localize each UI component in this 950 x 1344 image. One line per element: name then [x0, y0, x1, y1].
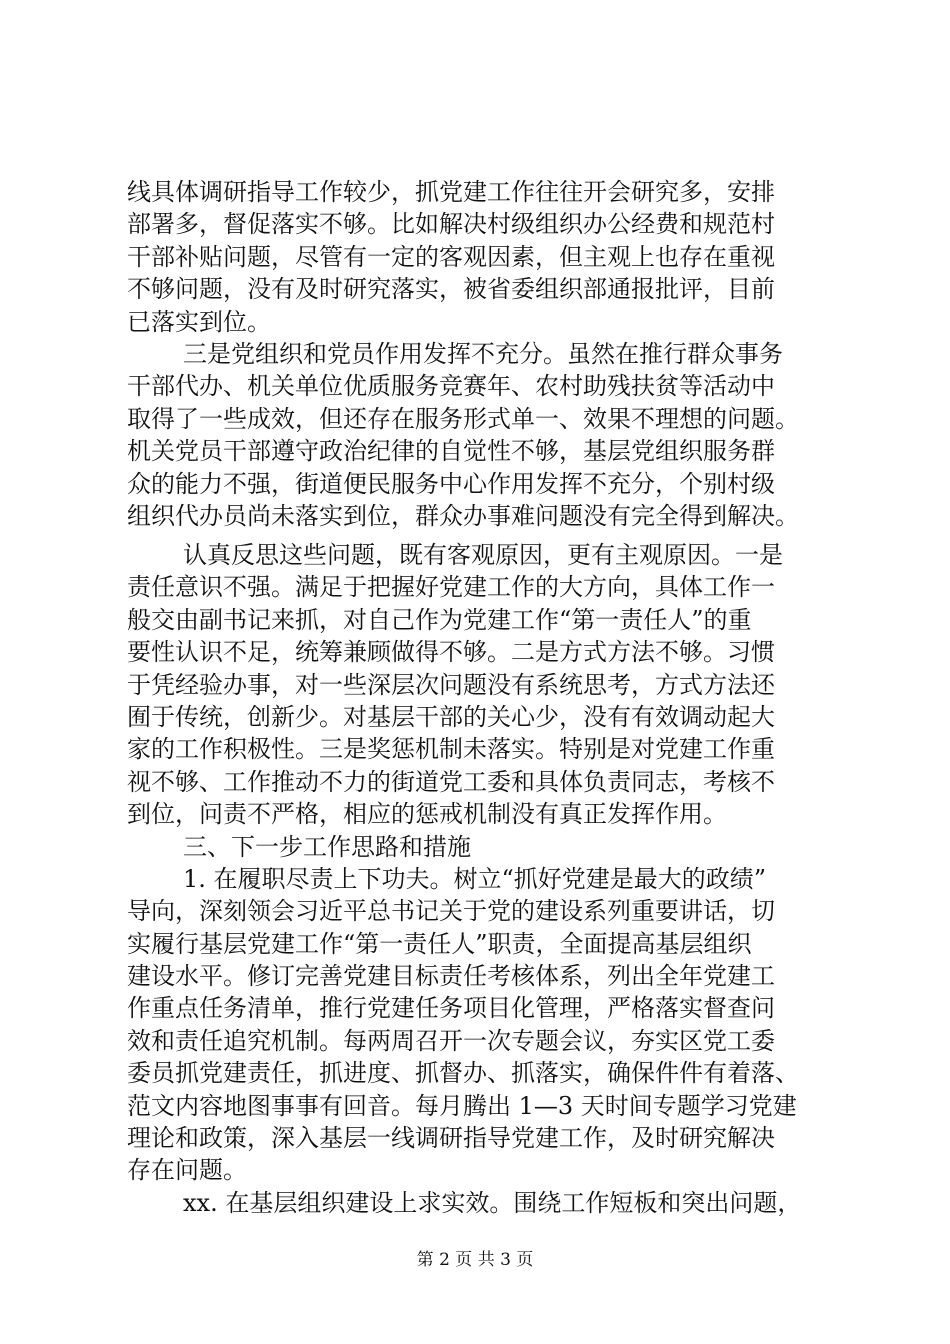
text-line: 要性认识不足，统筹兼顾做得不够。二是方式方法不够。习惯 [127, 638, 775, 667]
text-line: 三是党组织和党员作用发挥不充分。虽然在推行群众事务 [183, 339, 783, 368]
text-line: 导向，深刻领会习近平总书记关于党的建设系列重要讲话，切 [127, 897, 775, 926]
text-line: 认真反思这些问题，既有客观原因，更有主观原因。一是 [183, 541, 783, 569]
section-heading: 三、下一步工作思路和措施 [183, 832, 471, 861]
text-line: 已落实到位。 [127, 307, 271, 336]
text-line: 干部代办、机关单位优质服务竞赛年、农村助残扶贫等活动中 [127, 372, 775, 401]
text-line: 囿于传统，创新少。对基层干部的关心少，没有有效调动起大 [127, 702, 775, 731]
text-line: 作重点任务清单，推行党建任务项目化管理，严格落实督查问 [127, 994, 775, 1023]
text-line: 于凭经验办事，对一些深层次问题没有系统思考，方式方法还 [127, 670, 775, 699]
body-section-1 [127, 176, 827, 532]
text-line: 众的能力不强，街道便民服务中心作用发挥不充分，个别村级 [127, 469, 775, 498]
text-line: 部署多，督促落实不够。比如解决村级组织办公经费和规范村 [127, 210, 775, 239]
text-line: 委员抓党建责任，抓进度、抓督办、抓落实，确保件件有着落、 [127, 1059, 799, 1088]
text-line: 家的工作积极性。三是奖惩机制未落实。特别是对党建工作重 [127, 735, 775, 764]
text-line: 存在问题。 [127, 1156, 247, 1185]
text-line: 理论和政策，深入基层一线调研指导党建工作，及时研究解决 [127, 1124, 775, 1153]
text-line: 取得了一些成效，但还存在服务形式单一、效果不理想的问题。 [127, 404, 799, 433]
text-line: 组织代办员尚未落实到位，群众办事难问题没有完全得到解决。 [127, 501, 799, 530]
body-section-2 [127, 539, 827, 1219]
text-line: 到位，问责不严格，相应的惩戒机制没有真正发挥作用。 [127, 800, 727, 829]
text-line: 建设水平。修订完善党建目标责任考核体系，列出全年党建工 [127, 962, 775, 991]
text-line: 1. 在履职尽责上下功夫。树立“抓好党建是最大的政绩” [183, 864, 767, 893]
text-line: 不够问题，没有及时研究落实，被省委组织部通报批评，目前 [127, 275, 775, 304]
text-line: 干部补贴问题，尽管有一定的客观因素，但主观上也存在重视 [127, 242, 775, 271]
text-line: 视不够、工作推动不力的街道党工委和具体负责同志，考核不 [127, 767, 775, 796]
page-footer: 第 2 页 共 3 页 [416, 1250, 534, 1270]
text-line: 线具体调研指导工作较少，抓党建工作往往开会研究多，安排 [127, 178, 775, 206]
text-line: 范文内容地图事事有回音。每月腾出 1—3 天时间专题学习党建 [127, 1091, 797, 1120]
text-line: 实履行基层党建工作“第一责任人”职责，全面提高基层组织 [127, 929, 752, 958]
text-line: 责任意识不强。满足于把握好党建工作的大方向，具体工作一 [127, 573, 775, 602]
text-line: xx. 在基层组织建设上求实效。围绕工作短板和突出问题， [183, 1188, 802, 1217]
text-line: 效和责任追究机制。每两周召开一次专题会议，夯实区党工委 [127, 1026, 775, 1055]
text-line: 机关党员干部遵守政治纪律的自觉性不够，基层党组织服务群 [127, 437, 775, 466]
text-line: 般交由副书记来抓，对自己作为党建工作“第一责任人”的重 [127, 605, 752, 634]
